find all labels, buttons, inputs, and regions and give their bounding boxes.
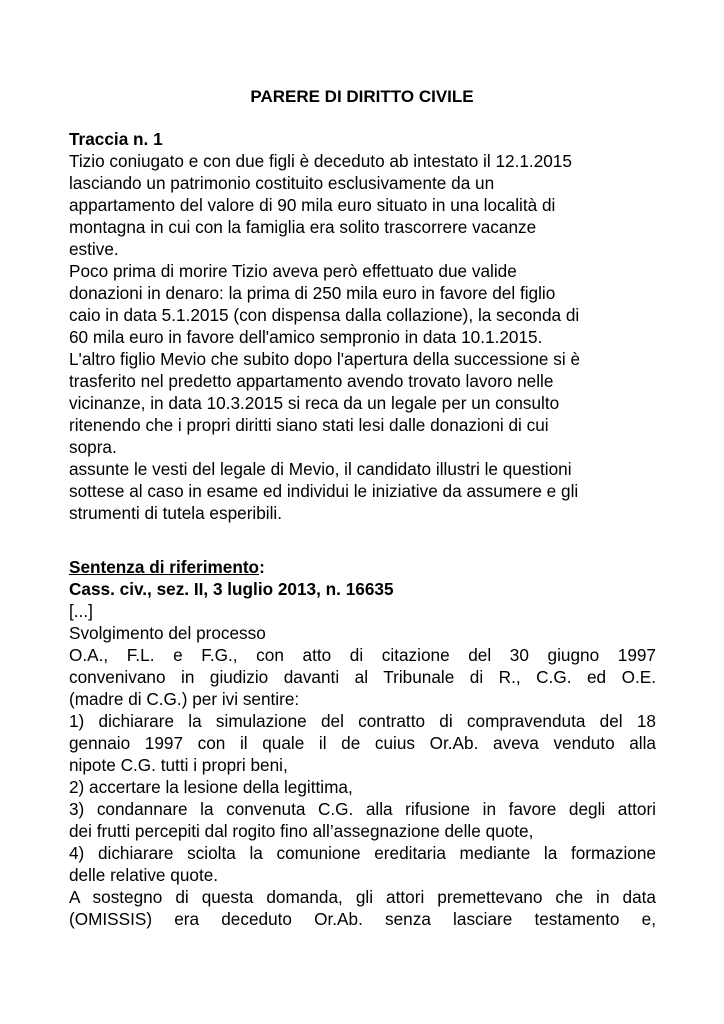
sentenza-line: 4) dichiarare sciolta la comunione ereditaria mediante la formazione xyxy=(69,843,656,863)
sentenza-line: delle relative quote. xyxy=(69,865,219,885)
document-title: PARERE DI DIRITTO CIVILE xyxy=(250,87,474,106)
traccia-line: sopra. xyxy=(69,437,117,457)
sentenza-heading-text: Sentenza di riferimento xyxy=(69,557,260,577)
traccia-line: 60 mila euro in favore dell'amico sempronio in data 10.1.2015. xyxy=(69,327,543,347)
sentenza-ellipsis: [...] xyxy=(69,601,93,621)
traccia-line: donazioni in denaro: la prima di 250 mila euro in favore del figlio xyxy=(69,283,556,303)
sentenza-line: 2) accertare la lesione della legittima, xyxy=(69,777,353,797)
sentenza-citation: Cass. civ., sez. II, 3 luglio 2013, n. 16635 xyxy=(69,579,394,599)
sentenza-line: 1) dichiarare la simulazione del contratto di compravenduta del 18 xyxy=(69,711,656,731)
sentenza-heading xyxy=(69,556,656,578)
sentenza-line: gennaio 1997 con il quale il de cuius Or.Ab. aveva venduto alla xyxy=(69,733,656,753)
sentenza-section xyxy=(69,556,656,930)
traccia-line: Tizio coniugato e con due figli è deceduto ab intestato il 12.1.2015 xyxy=(69,151,572,171)
traccia-line: L'altro figlio Mevio che subito dopo l'apertura della successione si è xyxy=(69,349,581,369)
traccia-line: lasciando un patrimonio costituito esclusivamente da un xyxy=(69,173,495,193)
traccia-line: sottese al caso in esame ed individui le iniziative da assumere e gli xyxy=(69,481,579,501)
sentenza-line: A sostegno di questa domanda, gli attori premettevano che in data xyxy=(69,887,656,907)
traccia-line: caio in data 5.1.2015 (con dispensa dalla collazione), la seconda di xyxy=(69,305,580,325)
sentenza-line: (madre di C.G.) per ivi sentire: xyxy=(69,689,300,709)
sentenza-line: dei frutti percepiti dal rogito fino all’assegnazione delle quote, xyxy=(69,821,534,841)
traccia-line: strumenti di tutela esperibili. xyxy=(69,503,283,523)
traccia-line: montagna in cui con la famiglia era solito trascorrere vacanze xyxy=(69,217,537,237)
traccia-line: estive. xyxy=(69,239,119,259)
traccia-line: ritenendo che i propri diritti siano stati lesi dalle donazioni di cui xyxy=(69,415,549,435)
traccia-heading: Traccia n. 1 xyxy=(69,129,163,149)
sentenza-line: convenivano in giudizio davanti al Tribunale di R., C.G. ed O.E. xyxy=(69,667,656,687)
sentenza-line: nipote C.G. tutti i propri beni, xyxy=(69,755,288,775)
sentenza-body xyxy=(69,644,656,930)
sentenza-section-title: Svolgimento del processo xyxy=(69,623,266,643)
traccia-section xyxy=(69,128,656,524)
sentenza-line: (OMISSIS) era deceduto Or.Ab. senza lasciare testamento e, xyxy=(69,909,656,929)
traccia-body xyxy=(69,150,656,524)
traccia-line: Poco prima di morire Tizio aveva però effettuato due valide xyxy=(69,261,517,281)
sentenza-line: O.A., F.L. e F.G., con atto di citazione del 30 giugno 1997 xyxy=(69,645,656,665)
sentenza-line: 3) condannare la convenuta C.G. alla rifusione in favore degli attori xyxy=(69,799,656,819)
sentenza-heading-colon: : xyxy=(259,557,265,577)
traccia-line: vicinanze, in data 10.3.2015 si reca da un legale per un consulto xyxy=(69,393,560,413)
traccia-line: assunte le vesti del legale di Mevio, il candidato illustri le questioni xyxy=(69,459,572,479)
traccia-line: appartamento del valore di 90 mila euro situato in una località di xyxy=(69,195,556,215)
traccia-line: trasferito nel predetto appartamento avendo trovato lavoro nelle xyxy=(69,371,554,391)
